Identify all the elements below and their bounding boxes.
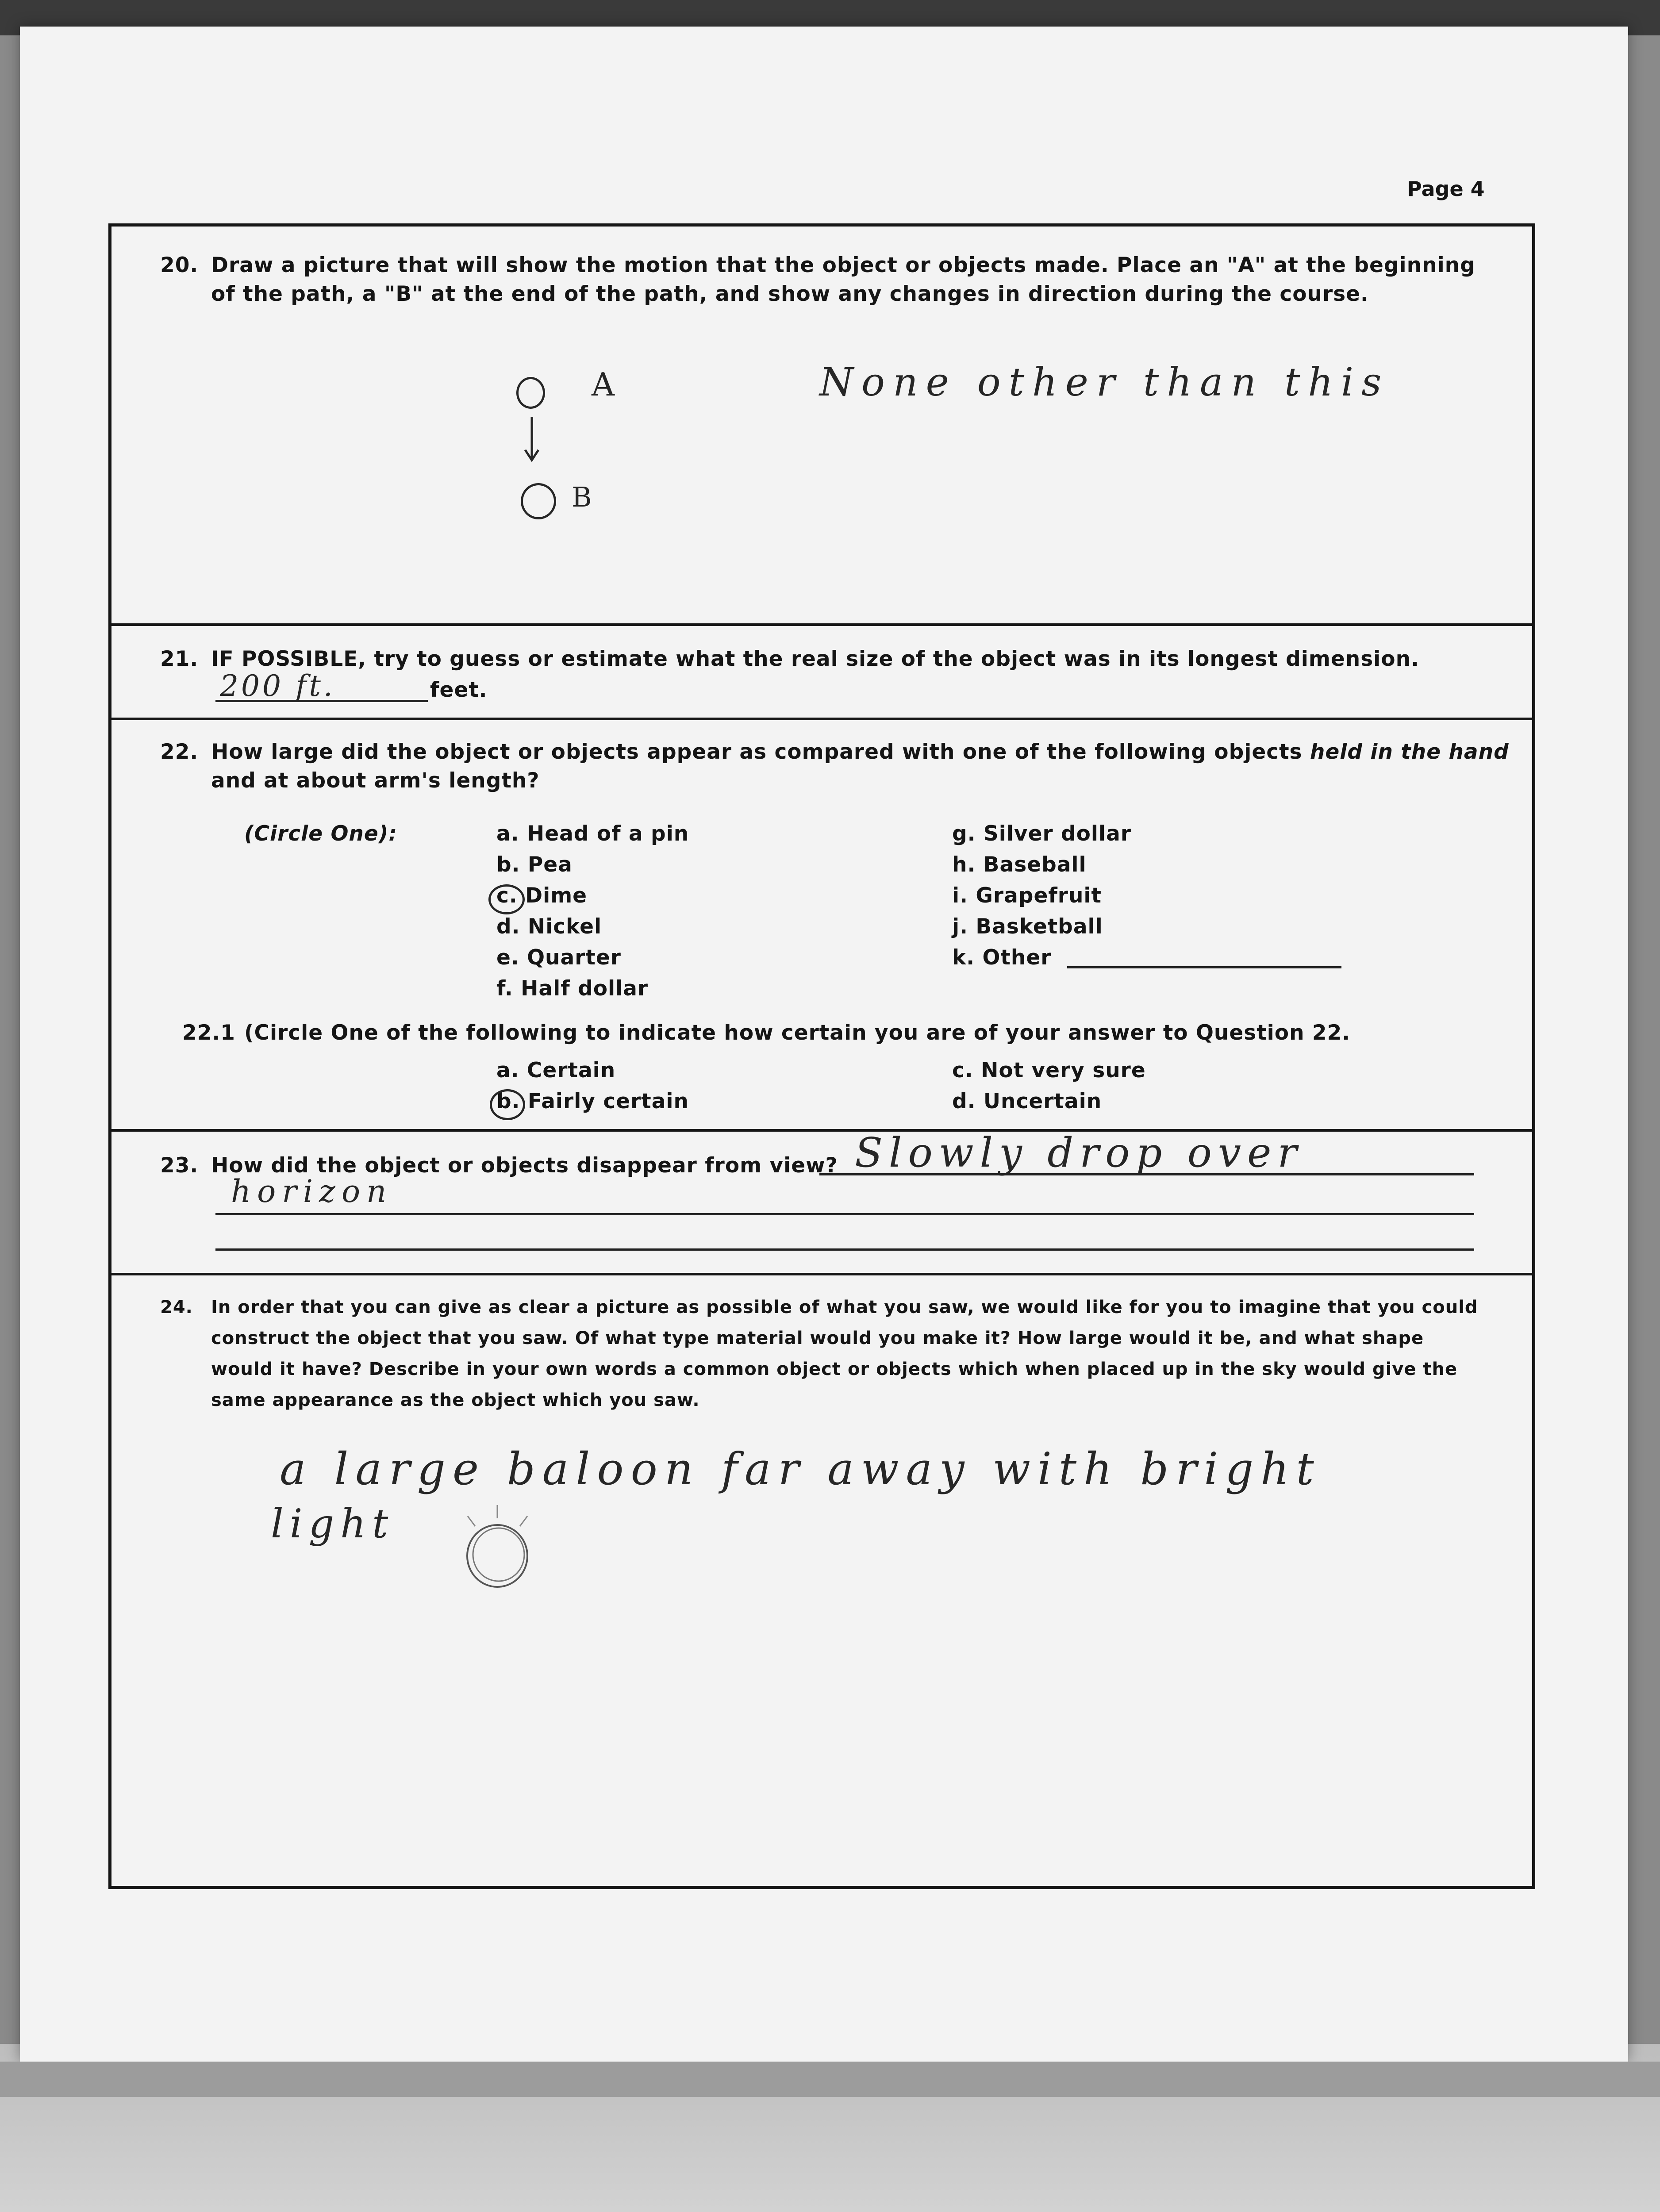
q24-line4: same appearance as the object which you saw. <box>211 1390 700 1410</box>
q24-line1: In order that you can give as clear a picture as possible of what you saw, we would like for you to imagine that you could <box>211 1297 1478 1317</box>
label-a: A <box>592 366 617 403</box>
q22-option-h: h. Baseball <box>952 853 1087 877</box>
q21-unit: feet. <box>430 678 488 702</box>
q21-answer: 200 ft. <box>220 669 335 703</box>
object-position-b-sketch <box>521 483 556 519</box>
q22-selected-circle <box>488 884 525 914</box>
q22-option-k: k. Other <box>952 945 1052 970</box>
divider-q22 <box>111 1129 1532 1132</box>
motion-arrow-icon <box>519 417 545 465</box>
q22-option-d: d. Nickel <box>496 914 602 939</box>
q23-answer-rule-3 <box>215 1248 1474 1251</box>
q24-number: 24. <box>160 1297 193 1317</box>
divider-q21 <box>111 718 1532 720</box>
divider-q23 <box>111 1273 1532 1275</box>
q22-number: 22. <box>160 740 199 764</box>
q22-1-option-c: c. Not very sure <box>952 1058 1146 1083</box>
q22-1-selected-circle <box>490 1089 525 1120</box>
q23-answer-rule-2 <box>215 1213 1474 1215</box>
q23-answer-rule-1 <box>819 1173 1474 1175</box>
q22-option-f: f. Half dollar <box>496 976 649 1001</box>
divider-q20 <box>111 623 1532 626</box>
q22-line1 <box>211 740 1509 764</box>
q21-text: IF POSSIBLE, try to guess or estimate what the real size of the object was in its longest dimension. <box>211 647 1419 671</box>
q24-line2: construct the object that you saw. Of what type material would you make it? How large would it be, and what shape <box>211 1328 1424 1348</box>
page-number: Page 4 <box>1407 177 1485 201</box>
q23-answer-line2: horizon <box>231 1173 393 1210</box>
q23-number: 23. <box>160 1153 199 1178</box>
q21-answer-line <box>215 700 428 702</box>
q22-1-option-d: d. Uncertain <box>952 1089 1102 1114</box>
q22-1-option-a: a. Certain <box>496 1058 616 1083</box>
q22-1-text: (Circle One of the following to indicate how certain you are of your answer to Question 22. <box>244 1021 1351 1045</box>
q22-other-line <box>1067 966 1341 968</box>
q22-line2: and at about arm's length? <box>211 768 540 793</box>
questionnaire-form <box>108 223 1535 1889</box>
q24-line3: would it have? Describe in your own words a common object or objects which when placed up in the sky would give the <box>211 1359 1458 1379</box>
q20-line2: of the path, a "B" at the end of the path, and show any changes in direction during the course. <box>211 282 1369 306</box>
q22-option-e: e. Quarter <box>496 945 621 970</box>
q22-line1-emphasis: held in the hand <box>1310 740 1509 764</box>
q23-text: How did the object or objects disappear from view? <box>211 1153 838 1178</box>
object-position-a-sketch <box>516 377 545 409</box>
q20-line1: Draw a picture that will show the motion that the object or objects made. Place an "A" at the beginning <box>211 253 1476 277</box>
bright-light-sketch-icon <box>448 1501 549 1602</box>
label-b: B <box>572 481 595 513</box>
q22-1-number: 22.1 <box>182 1021 235 1045</box>
q21-number: 21. <box>160 647 199 671</box>
q20-number: 20. <box>160 253 199 277</box>
q22-1-option-b: b. Fairly certain <box>496 1089 689 1114</box>
q22-instruction: (Circle One): <box>244 822 398 846</box>
scan-mat-edge <box>0 2062 1660 2097</box>
q22-option-j: j. Basketball <box>952 914 1103 939</box>
q20-handwritten-note: None other than this <box>819 359 1390 405</box>
q22-option-b: b. Pea <box>496 853 573 877</box>
q24-answer-line2: light <box>271 1501 395 1547</box>
q22-option-g: g. Silver dollar <box>952 822 1132 846</box>
q22-option-c: c. Dime <box>496 883 588 908</box>
q23-answer-line1: Slowly drop over <box>855 1129 1303 1176</box>
q24-answer-line1: a large baloon far away with bright <box>280 1443 1321 1495</box>
q22-line1-text: How large did the object or objects appear as compared with one of the following objects <box>211 740 1310 764</box>
q22-option-i: i. Grapefruit <box>952 883 1102 908</box>
q22-option-a: a. Head of a pin <box>496 822 689 846</box>
